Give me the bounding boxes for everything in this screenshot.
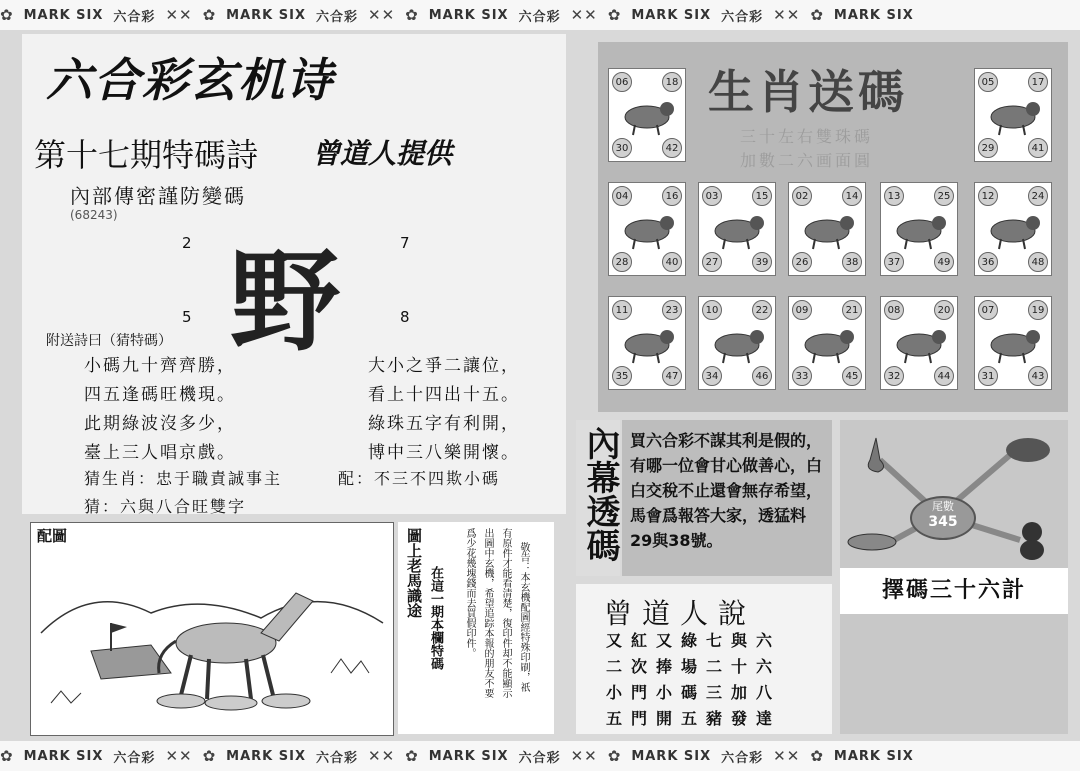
logo-icon: ✿ [810, 747, 824, 765]
page-title: 六合彩玄机诗 [46, 53, 334, 107]
banner-text: MARK SIX [23, 748, 104, 764]
zodiac-number-ball: 09 [792, 300, 812, 320]
tail-value: 345 [928, 514, 958, 530]
zodiac-number-ball: 36 [978, 252, 998, 272]
zodiac-number-ball: 14 [842, 186, 862, 206]
banner-text: 六合彩 [113, 9, 156, 25]
vertical-notice-box [398, 522, 554, 734]
zodiac-number-ball: 26 [792, 252, 812, 272]
dog-icon [889, 319, 949, 367]
logo-icon: ✿ [0, 6, 14, 24]
zodiac-card-pig [974, 296, 1052, 390]
zodiac-number-ball: 22 [752, 300, 772, 320]
banner-text: 六合彩 [316, 750, 359, 766]
zodiac-subtitle: 三十左右雙珠碼 [740, 127, 874, 146]
say-row: 二次捧場二十六 [606, 657, 782, 676]
tiger-icon [617, 205, 677, 253]
zodiac-number-ball: 10 [702, 300, 722, 320]
logo-icon: ✿ [607, 6, 622, 24]
zodiac-number-ball: 04 [612, 186, 632, 206]
zodiac-number-ball: 42 [662, 138, 682, 158]
logo-icon: ✿ [202, 6, 217, 24]
zodiac-card-ox [974, 68, 1052, 162]
banner-text: 六合彩 [518, 9, 561, 25]
zodiac-number-ball: 21 [842, 300, 862, 320]
zodiac-number-ball: 43 [1028, 366, 1048, 386]
zodiac-number-ball: 13 [884, 186, 904, 206]
goat-icon [617, 319, 677, 367]
zodiac-number-ball: 12 [978, 186, 998, 206]
tail-label: 尾數 [932, 500, 954, 513]
dragon-icon [797, 205, 857, 253]
snake-icon [889, 205, 949, 253]
zodiac-number-ball: 45 [842, 366, 862, 386]
guess-zodiac: 猜生肖：忠于職責誠事主 [84, 469, 283, 488]
rooster-icon [797, 319, 857, 367]
picture-box [30, 522, 394, 736]
zodiac-number-ball: 27 [702, 252, 722, 272]
poem-right [368, 352, 520, 468]
zodiac-number-ball: 34 [702, 366, 722, 386]
provider-label: 曾道人提供 [312, 137, 453, 170]
logo-icon: ✿ [202, 747, 217, 765]
zodiac-number-ball: 02 [792, 186, 812, 206]
zodiac-number-ball: 32 [884, 366, 904, 386]
zodiac-number-ball: 49 [934, 252, 954, 272]
poem-line: 看上十四出十五。 [368, 385, 520, 405]
corner-number: 5 [182, 308, 192, 326]
cross-icon: ✕✕ [165, 6, 193, 24]
rat-icon [617, 91, 677, 139]
cross-icon: ✕✕ [773, 6, 801, 24]
zodiac-card-tiger [608, 182, 686, 276]
banner-text: 六合彩 [113, 750, 156, 766]
zodiac-card-rat [608, 68, 686, 162]
zodiac-number-ball: 39 [752, 252, 772, 272]
zodiac-number-ball: 23 [662, 300, 682, 320]
top-banner [0, 0, 1080, 30]
zodiac-number-ball: 47 [662, 366, 682, 386]
code-number: (68243) [70, 208, 118, 222]
cross-icon: ✕✕ [165, 747, 193, 765]
banner-text: MARK SIX [226, 748, 306, 764]
banner-text: MARK SIX [226, 7, 306, 23]
zodiac-number-ball: 46 [752, 366, 772, 386]
cross-icon: ✕✕ [773, 747, 801, 765]
poem-line: 綠珠五字有利開， [368, 414, 520, 434]
poem-panel [22, 34, 566, 514]
banner-text: 六合彩 [518, 750, 561, 766]
poem-left [84, 352, 236, 468]
attached-label: 附送詩曰（猜特碼） [46, 333, 172, 349]
banner-text: MARK SIX [23, 7, 104, 23]
zodiac-card-rabbit [698, 182, 776, 276]
banner-text: MARK SIX [833, 748, 914, 764]
inside-label-box [576, 420, 620, 576]
animals-illustration [840, 420, 1068, 570]
logo-icon: ✿ [405, 6, 419, 24]
zodiac-number-ball: 38 [842, 252, 862, 272]
logo-icon: ✿ [810, 6, 824, 24]
zodiac-number-ball: 29 [978, 138, 998, 158]
pig-icon [983, 319, 1043, 367]
vertical-text: 敬告：本玄機配圖經特殊印刷，祇 [518, 542, 529, 692]
banner-text: 六合彩 [721, 9, 764, 25]
banner-text: MARK SIX [428, 748, 509, 764]
banner-text: 六合彩 [316, 9, 359, 25]
inside-text-box [622, 420, 832, 576]
zodiac-number-ball: 11 [612, 300, 632, 320]
vertical-text: 爲少花幾塊錢而去買假印件。 [464, 528, 475, 658]
cross-icon: ✕✕ [570, 747, 598, 765]
zodiac-number-ball: 41 [1028, 138, 1048, 158]
zodiac-number-ball: 24 [1028, 186, 1048, 206]
zodiac-number-ball: 30 [612, 138, 632, 158]
zodiac-card-goat [608, 296, 686, 390]
say-box [576, 584, 832, 734]
big-character: 野 [230, 238, 340, 366]
banner-text: MARK SIX [631, 748, 712, 764]
zodiac-number-ball: 37 [884, 252, 904, 272]
strategy-title: 擇碼三十六計 [840, 568, 1068, 614]
zodiac-title: 生肖送碼 [708, 65, 908, 119]
banner-text: MARK SIX [428, 7, 509, 23]
zodiac-number-ball: 40 [662, 252, 682, 272]
zodiac-number-ball: 44 [934, 366, 954, 386]
logo-icon: ✿ [607, 747, 622, 765]
vertical-text: 有原件才能看清楚，復印件却不能顯示 [500, 528, 511, 698]
ox-icon [983, 91, 1043, 139]
zodiac-number-ball: 28 [612, 252, 632, 272]
zodiac-card-horse [974, 182, 1052, 276]
banner-text: MARK SIX [631, 7, 712, 23]
corner-number: 8 [400, 308, 410, 326]
zodiac-number-ball: 48 [1028, 252, 1048, 272]
zodiac-number-ball: 35 [612, 366, 632, 386]
guess-char: 猜：六與八合旺雙字 [84, 497, 247, 516]
zodiac-card-snake [880, 182, 958, 276]
zodiac-card-dog [880, 296, 958, 390]
inside-label: 內幕透碼 [580, 426, 620, 562]
inside-text: 買六合彩不謀其利是假的，有哪一位會甘心做善心，白白交稅不止還會無存希望，馬會爲報答大家，透猛料29與38號。 [630, 431, 823, 550]
zodiac-number-ball: 20 [934, 300, 954, 320]
banner-text: 六合彩 [721, 750, 764, 766]
banner-text: MARK SIX [833, 7, 914, 23]
rabbit-icon [707, 205, 767, 253]
pair-hint: 配：不三不四欺小碼 [338, 469, 501, 488]
vertical-text: 出圖中玄機，希望追踪本報的朋友不要 [482, 528, 493, 698]
cross-icon: ✕✕ [570, 6, 598, 24]
logo-icon: ✿ [0, 747, 14, 765]
zodiac-subtitle: 加數二六画面圓 [740, 151, 874, 170]
poem-line: 四五逢碼旺機現。 [84, 385, 236, 405]
zodiac-number-ball: 33 [792, 366, 812, 386]
cross-icon: ✕✕ [368, 6, 396, 24]
say-title: 曾道人說 [604, 597, 757, 630]
zodiac-card-dragon [788, 182, 866, 276]
issue-title: 第十七期特碼詩 [34, 136, 259, 174]
poem-line: 博中三八樂開懷。 [368, 443, 520, 463]
zodiac-number-ball: 07 [978, 300, 998, 320]
corner-number: 2 [182, 234, 192, 252]
zodiac-number-ball: 15 [752, 186, 772, 206]
zodiac-number-ball: 19 [1028, 300, 1048, 320]
bottom-banner [0, 741, 1080, 771]
poem-line: 小碼九十齊齊勝， [84, 356, 236, 376]
zodiac-number-ball: 25 [934, 186, 954, 206]
zodiac-number-ball: 17 [1028, 72, 1048, 92]
tail-badge [910, 496, 976, 540]
say-row: 五門開五豬發達 [606, 709, 782, 728]
zodiac-number-ball: 18 [662, 72, 682, 92]
zodiac-number-ball: 31 [978, 366, 998, 386]
vertical-text: 圖上老馬識途 [405, 528, 423, 618]
say-row: 又紅又綠七與六 [606, 631, 782, 650]
poem-line: 大小之爭二讓位， [368, 356, 520, 376]
say-row: 小門小碼三加八 [606, 683, 782, 702]
zodiac-card-rooster [788, 296, 866, 390]
internal-notice: 內部傳密謹防變碼 [70, 184, 246, 208]
zodiac-card-monkey [698, 296, 776, 390]
horse-icon [983, 205, 1043, 253]
zodiac-number-ball: 08 [884, 300, 904, 320]
picture-label: 配圖 [37, 527, 68, 545]
zodiac-number-ball: 03 [702, 186, 722, 206]
corner-number: 7 [400, 234, 410, 252]
zodiac-number-ball: 05 [978, 72, 998, 92]
vertical-text: 在這一期本欄特碼 [428, 566, 443, 670]
zodiac-number-ball: 16 [662, 186, 682, 206]
poem-line: 此期綠波沒多少， [84, 414, 236, 434]
zodiac-panel [598, 42, 1068, 412]
strategy-panel [840, 420, 1068, 734]
logo-icon: ✿ [405, 747, 419, 765]
zodiac-number-ball: 06 [612, 72, 632, 92]
horse-illustration [31, 523, 393, 735]
cross-icon: ✕✕ [368, 747, 396, 765]
poem-line: 臺上三人唱京戲。 [84, 443, 236, 463]
monkey-icon [707, 319, 767, 367]
